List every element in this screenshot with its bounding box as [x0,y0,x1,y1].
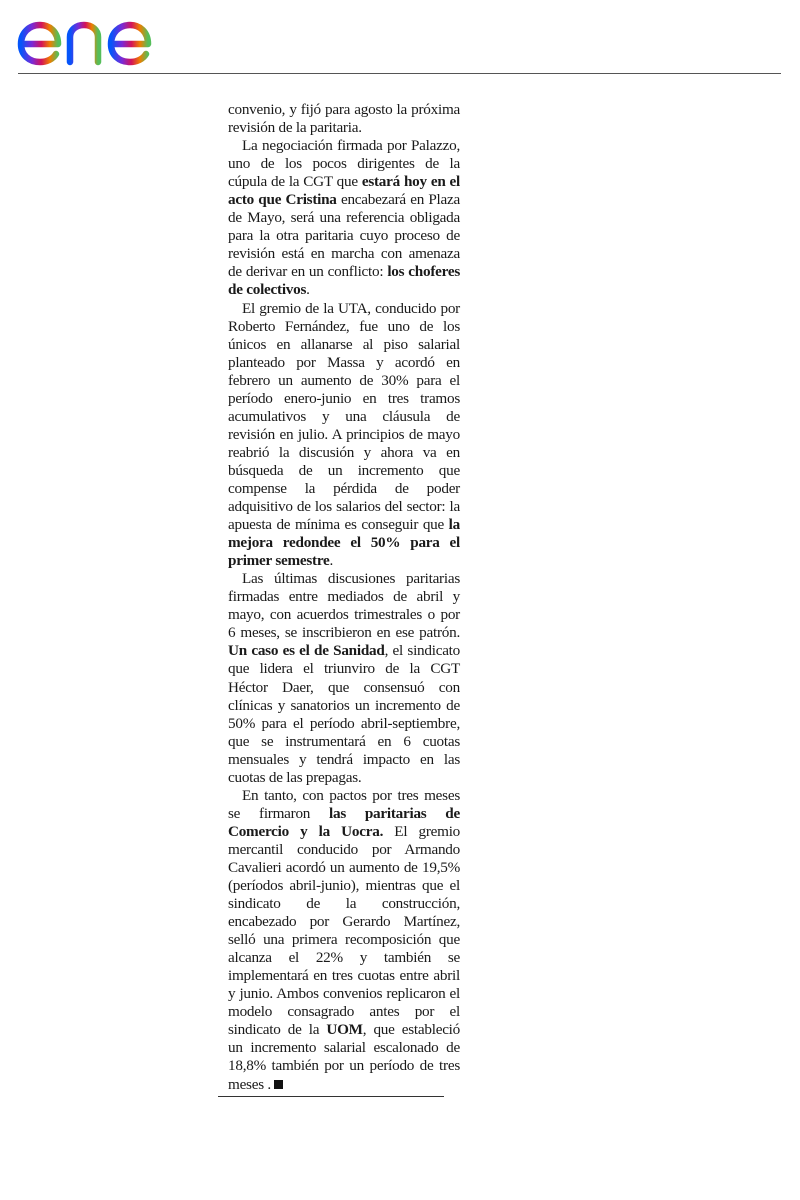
paragraph-3-highlight: la mejora redondee el 50% para el primer semestre [228,516,460,570]
paragraph-5-highlight-a: las paritarias de Comercio y la Uocra. [228,804,460,840]
paragraph-4 [228,570,460,787]
paragraph-3-text-a: El gremio de la UTA, conducido por Roberto Fernández, fue uno de los únicos en allanarse al piso salarial planteado por Massa y acordó en febrero un aumento de 30% para el período enero-junio en tres tramos acumulativos y una cláusula de revisión en julio. A principios de mayo reabrió la discusión y ahora va en búsqueda de un incremento que compense la pérdida de poder adquisitivo de los salarios del sector: la apuesta de mínima es conseguir que [228,299,460,534]
paragraph-2-highlight-b: los choferes de colectivos [228,263,461,299]
paragraph-2-text-c: . [306,281,310,299]
paragraph-4-text-a: Las últimas discusiones paritarias firmadas entre mediados de abril y mayo, con acuerdos trimestrales o por 6 meses, se inscribieron en ese patrón. [228,570,460,642]
paragraph-5-highlight-b: UOM [326,1021,363,1039]
header-divider [18,73,781,74]
paragraph-5-text-b: El gremio mercantil conducido por Armando Cavalieri acordó un aumento de 19,5% (períodos abril-junio), mientras que el sindicato de la construcción, encabezado por Gerardo Martínez, selló una primera recomposición que alcanza el 22% y también se implementará en tres cuotas entre abril y junio. Ambos convenios replicaron el modelo consagrado antes por el sindicato de la [228,822,461,1039]
page-header [0,0,800,80]
paragraph-2-text-a: La negociación firmada por Palazzo, uno de los pocos dirigentes de la cúpula de la CGT que [228,137,460,191]
paragraph-2 [228,137,460,299]
footer-divider [218,1096,444,1097]
enel-logo-graphic [16,4,180,66]
paragraph-1-text: convenio, y fijó para agosto la próxima revisión de la paritaria. [228,101,460,137]
enel-logo [16,4,180,71]
paragraph-5 [228,787,460,1094]
paragraph-3 [228,300,460,571]
end-of-article-icon [274,1080,283,1089]
paragraph-4-text-b: , el sindicato que lidera el triunviro de la CGT Héctor Daer, que consensuó con clínicas y sanatorios un incremento de 50% para el período abril-septiembre, que se instrumentará en 6 cuotas mensuales y tendrá impacto en las cuotas de las prepagas. [228,642,460,786]
paragraph-3-text-b: . [329,552,334,570]
paragraph-2-text-b: encabezará en Plaza de Mayo, será una referencia obligada para la otra paritaria cuyo proceso de revisión está en marcha con amenaza de derivar en un conflicto: [228,191,460,281]
paragraph-5-text-a: En tanto, con pactos por tres meses se firmaron [228,786,460,822]
paragraph-1 [228,101,460,137]
paragraph-5-text-c: , que estableció un incremento salarial escalonado de 18,8% también por un período de tres meses . [228,1021,460,1093]
paragraph-4-highlight: Un caso es el de Sanidad [228,642,385,660]
article-column [228,101,460,1094]
paragraph-2-highlight-a: estará hoy en el acto que Cristina [228,173,461,209]
